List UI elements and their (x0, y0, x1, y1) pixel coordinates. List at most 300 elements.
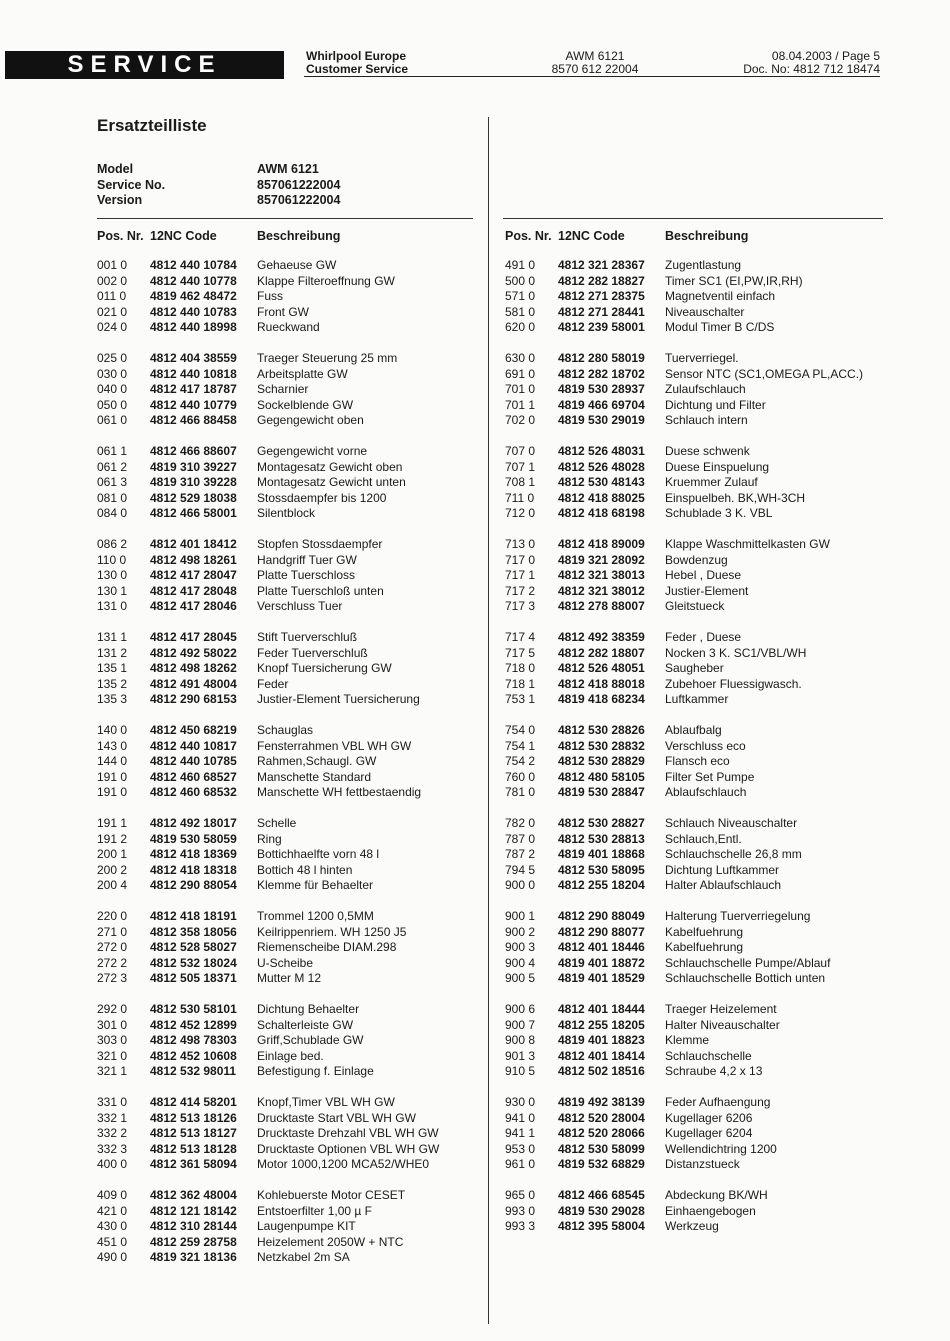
position-number: 900 6 (505, 1002, 536, 1016)
position-number: 050 0 (97, 397, 128, 412)
position-number: 691 0 (505, 366, 536, 381)
position-number: 430 0 (97, 1219, 128, 1233)
part-description: Platte Tuerschloss (257, 568, 356, 582)
table-row (505, 491, 863, 507)
table-row (97, 475, 439, 491)
position-number: 941 0 (505, 1110, 536, 1125)
table-row (97, 1095, 439, 1111)
part-code: 4812 440 10783 (150, 304, 237, 319)
part-description: Stopfen Stossdaempfer (257, 537, 383, 551)
table-row (505, 382, 863, 398)
part-code: 4812 528 58027 (150, 940, 237, 954)
model-info (97, 162, 340, 209)
position-number: 200 1 (97, 847, 128, 861)
part-description: Schlauchschelle Bottich unten (665, 971, 826, 985)
table-row (505, 413, 863, 429)
table-row (97, 289, 439, 305)
table-row (505, 274, 863, 290)
table-row (97, 863, 439, 879)
part-description: Gleitstueck (665, 599, 725, 613)
position-number: 061 2 (97, 459, 128, 474)
model-label: Model (97, 162, 134, 176)
part-code: 4812 290 88054 (150, 878, 237, 892)
part-description: Scharnier (257, 382, 309, 396)
part-code: 4812 418 18191 (150, 909, 237, 923)
part-code: 4812 121 18142 (150, 1203, 237, 1218)
position-number: 781 0 (505, 785, 536, 799)
table-row (505, 1142, 863, 1158)
part-code: 4812 480 58105 (558, 769, 645, 784)
part-description: Schlauch intern (665, 413, 748, 427)
part-code: 4812 513 18128 (150, 1141, 237, 1156)
part-code: 4819 401 18872 (558, 955, 645, 970)
position-number: 303 0 (97, 1033, 128, 1047)
table-row (505, 847, 863, 863)
position-number: 754 2 (505, 754, 536, 768)
table-row (505, 1219, 863, 1235)
table-row (505, 537, 863, 553)
part-description: Drucktaste Optionen VBL WH GW (257, 1141, 440, 1156)
part-description: Motor 1000,1200 MCA52/WHE0 (257, 1157, 430, 1171)
position-number: 717 5 (505, 645, 536, 660)
position-number: 900 5 (505, 971, 536, 985)
position-number: 061 0 (97, 413, 128, 427)
table-row (505, 925, 863, 941)
position-number: 787 2 (505, 847, 536, 861)
parts-group (505, 351, 863, 429)
position-number: 491 0 (505, 258, 536, 272)
position-number: 331 0 (97, 1095, 128, 1109)
part-description: U-Scheibe (257, 955, 314, 970)
part-code: 4812 280 58019 (558, 351, 645, 365)
company-block (306, 50, 408, 76)
part-code: 4812 290 88049 (558, 909, 645, 923)
header-service-no: 8570 612 22004 (551, 62, 639, 76)
table-row (97, 568, 439, 584)
part-description: Kruemmer Zulauf (665, 475, 758, 489)
part-code: 4812 401 18414 (558, 1048, 645, 1063)
table-row (97, 1064, 439, 1080)
table-row (97, 677, 439, 693)
parts-list-left (97, 258, 439, 1281)
service-no-value: 857061222004 (257, 177, 341, 192)
position-number: 135 1 (97, 661, 128, 675)
part-code: 4812 417 28045 (150, 630, 237, 644)
part-code: 4812 520 28004 (558, 1110, 645, 1125)
part-description: Kugellager 6206 (665, 1110, 753, 1125)
table-row (505, 1064, 863, 1080)
table-row (97, 460, 439, 476)
table-row (505, 1049, 863, 1065)
part-code: 4812 466 88607 (150, 444, 237, 458)
part-code: 4812 466 68545 (558, 1188, 645, 1202)
part-description: Platte Tuerschloß unten (257, 583, 384, 598)
table-row (97, 320, 439, 336)
part-description: Traeger Steuerung 25 mm (257, 351, 398, 365)
position-number: 754 0 (505, 723, 536, 737)
part-code: 4812 529 18038 (150, 490, 237, 505)
table-row (505, 444, 863, 460)
position-number: 965 0 (505, 1188, 536, 1202)
part-code: 4819 310 39228 (150, 475, 237, 489)
table-row (97, 971, 439, 987)
part-code: 4812 404 38559 (150, 351, 237, 365)
part-description: Bottichhaelfte vorn 48 l (257, 847, 380, 861)
part-code: 4812 282 18827 (558, 273, 645, 288)
part-description: Riemenscheibe DIAM.298 (257, 940, 397, 954)
part-code: 4812 452 10608 (150, 1048, 237, 1063)
part-description: Kohlebuerste Motor CESET (257, 1188, 406, 1202)
table-row (505, 475, 863, 491)
table-row (505, 258, 863, 274)
table-row (97, 506, 439, 522)
position-number: 191 0 (97, 769, 128, 784)
parts-group (505, 630, 863, 708)
desc-header: Beschreibung (665, 229, 749, 243)
parts-group (97, 816, 439, 894)
part-description: Zulaufschlauch (665, 382, 746, 396)
table-row (97, 382, 439, 398)
table-row (97, 1204, 439, 1220)
part-code: 4812 418 68198 (558, 506, 645, 520)
table-row (97, 940, 439, 956)
page-title: Ersatzteilliste (97, 116, 207, 135)
table-row (97, 1219, 439, 1235)
position-number: 451 0 (97, 1234, 128, 1249)
part-description: Traeger Heizelement (665, 1002, 777, 1016)
position-number: 021 0 (97, 304, 128, 319)
part-description: Knopf Tuersicherung GW (257, 661, 392, 675)
part-description: Werkzeug (665, 1219, 719, 1233)
parts-group (505, 723, 863, 801)
part-description: Rahmen,Schaugl. GW (257, 754, 377, 768)
model-value: AWM 6121 (257, 162, 319, 176)
part-description: Schublade 3 K. VBL (665, 506, 773, 520)
part-code: 4812 282 18702 (558, 366, 645, 381)
part-description: Gehaeuse GW (257, 258, 337, 272)
table-row (97, 723, 439, 739)
part-code: 4812 417 28048 (150, 583, 237, 598)
position-number: 191 1 (97, 816, 128, 830)
table-row (505, 1111, 863, 1127)
table-row (505, 723, 863, 739)
part-description: Stift Tuerverschluß (257, 630, 358, 644)
service-no-row (97, 178, 340, 194)
position-number: 321 0 (97, 1048, 128, 1063)
position-number: 143 0 (97, 738, 128, 753)
table-row (505, 351, 863, 367)
table-row (97, 491, 439, 507)
part-description: Drucktaste Start VBL WH GW (257, 1110, 416, 1125)
table-row (97, 398, 439, 414)
position-number: 131 2 (97, 645, 128, 660)
position-number: 084 0 (97, 506, 128, 520)
parts-group (505, 816, 863, 894)
pos-header: Pos. Nr. (505, 229, 552, 243)
table-row (97, 630, 439, 646)
table-row (97, 878, 439, 894)
table-row (505, 1126, 863, 1142)
part-description: Laugenpumpe KIT (257, 1219, 356, 1233)
version-row (97, 193, 340, 209)
table-row (505, 1157, 863, 1173)
part-code: 4819 530 58059 (150, 831, 237, 846)
part-description: Stossdaempfer bis 1200 (257, 490, 387, 505)
part-code: 4812 526 48031 (558, 444, 645, 458)
part-code: 4812 498 78303 (150, 1033, 237, 1047)
position-number: 900 8 (505, 1033, 536, 1047)
part-description: Feder , Duese (665, 630, 742, 644)
table-row (97, 754, 439, 770)
part-code: 4812 417 18787 (150, 382, 237, 396)
right-table-rule (503, 218, 883, 219)
table-row (505, 398, 863, 414)
table-row (97, 1235, 439, 1251)
table-row (97, 1033, 439, 1049)
position-number: 707 0 (505, 444, 536, 458)
table-row (97, 661, 439, 677)
table-row (505, 506, 863, 522)
part-code: 4812 452 12899 (150, 1017, 237, 1032)
part-code: 4812 401 18444 (558, 1002, 645, 1016)
position-number: 191 0 (97, 785, 128, 799)
parts-group (97, 909, 439, 987)
table-row (505, 460, 863, 476)
part-code: 4812 362 48004 (150, 1188, 237, 1202)
position-number: 900 4 (505, 955, 536, 970)
table-row (97, 1126, 439, 1142)
table-row (505, 754, 863, 770)
part-code: 4812 395 58004 (558, 1219, 645, 1233)
part-code: 4812 255 18205 (558, 1017, 645, 1032)
part-description: Hebel , Duese (665, 568, 742, 582)
part-code: 4819 530 28937 (558, 382, 645, 396)
position-number: 135 3 (97, 692, 128, 706)
position-number: 271 0 (97, 924, 128, 939)
table-row (505, 971, 863, 987)
table-row (97, 274, 439, 290)
part-description: Schalterleiste GW (257, 1017, 354, 1032)
position-number: 131 0 (97, 599, 128, 613)
table-row (97, 785, 439, 801)
part-code: 4812 460 68527 (150, 769, 237, 784)
part-description: Ring (257, 831, 282, 846)
position-number: 901 3 (505, 1048, 536, 1063)
position-number: 332 2 (97, 1126, 128, 1140)
part-code: 4812 259 28758 (150, 1234, 237, 1249)
part-code: 4812 520 28066 (558, 1126, 645, 1140)
position-number: 620 0 (505, 320, 536, 334)
position-number: 900 7 (505, 1017, 536, 1032)
table-row (505, 770, 863, 786)
table-row (505, 1018, 863, 1034)
part-description: Schlauch Niveauschalter (665, 816, 798, 830)
part-code: 4812 418 89009 (558, 537, 645, 551)
part-description: Kabelfuehrung (665, 924, 744, 939)
position-number: 900 0 (505, 878, 536, 892)
parts-group (505, 258, 863, 336)
part-code: 4812 361 58094 (150, 1157, 237, 1171)
table-row (505, 1095, 863, 1111)
parts-group (505, 1188, 863, 1235)
part-code: 4812 271 28441 (558, 304, 645, 319)
part-code: 4819 462 48472 (150, 289, 237, 303)
position-number: 332 1 (97, 1110, 128, 1125)
part-code: 4812 440 10817 (150, 738, 237, 753)
part-code: 4812 321 28367 (558, 258, 645, 272)
part-description: Klappe Filteroeffnung GW (257, 273, 395, 288)
part-code: 4812 502 18516 (558, 1064, 645, 1078)
table-row (505, 320, 863, 336)
position-number: 754 1 (505, 738, 536, 753)
position-number: 409 0 (97, 1188, 128, 1202)
part-code: 4812 321 38012 (558, 583, 645, 598)
part-description: Griff,Schublade GW (257, 1033, 364, 1047)
part-description: Ablaufbalg (665, 723, 722, 737)
table-row (505, 305, 863, 321)
part-description: Einhaengebogen (665, 1203, 756, 1218)
desc-header: Beschreibung (257, 229, 341, 243)
part-code: 4812 530 28832 (558, 738, 645, 753)
parts-group (97, 537, 439, 615)
table-row (505, 367, 863, 383)
table-row (97, 646, 439, 662)
part-description: Justier-Element Tuersicherung (257, 692, 420, 706)
table-row (505, 677, 863, 693)
company-name: Whirlpool Europe (306, 49, 406, 63)
part-code: 4819 418 68234 (558, 692, 645, 706)
part-description: Keilrippenriem. WH 1250 J5 (257, 924, 407, 939)
part-code: 4812 440 10785 (150, 754, 237, 768)
position-number: 707 1 (505, 459, 536, 474)
position-number: 332 3 (97, 1141, 128, 1156)
part-code: 4812 440 10784 (150, 258, 237, 272)
table-row (505, 956, 863, 972)
table-row (97, 584, 439, 600)
position-number: 024 0 (97, 320, 128, 334)
part-description: Modul Timer B C/DS (665, 320, 775, 334)
part-description: Schlauchschelle (665, 1048, 752, 1063)
position-number: 086 2 (97, 537, 128, 551)
table-row (505, 878, 863, 894)
part-description: Verschluss Tuer (257, 599, 343, 613)
table-row (97, 305, 439, 321)
position-number: 713 0 (505, 537, 536, 551)
part-description: Schlauch,Entl. (665, 831, 742, 846)
left-column-header (97, 229, 340, 243)
table-row (505, 661, 863, 677)
part-code: 4812 440 18998 (150, 320, 237, 334)
part-description: Luftkammer (665, 692, 729, 706)
part-code: 4812 513 18127 (150, 1126, 237, 1140)
position-number: 701 0 (505, 382, 536, 396)
table-row (505, 739, 863, 755)
part-code: 4812 440 10779 (150, 397, 237, 412)
part-code: 4812 492 58022 (150, 645, 237, 660)
parts-group (505, 444, 863, 522)
position-number: 794 5 (505, 862, 536, 877)
position-number: 718 1 (505, 676, 536, 691)
parts-group (97, 1188, 439, 1266)
part-description: Schraube 4,2 x 13 (665, 1064, 763, 1078)
part-code: 4819 530 29028 (558, 1203, 645, 1218)
part-code: 4812 440 10778 (150, 273, 237, 288)
position-number: 272 2 (97, 955, 128, 970)
table-row (97, 258, 439, 274)
position-number: 718 0 (505, 661, 536, 675)
table-row (505, 1033, 863, 1049)
table-row (97, 832, 439, 848)
part-description: Drucktaste Drehzahl VBL WH GW (257, 1126, 439, 1140)
part-code: 4812 417 28047 (150, 568, 237, 582)
part-description: Tuerverriegel. (665, 351, 739, 365)
header-model-block (540, 50, 650, 76)
part-code: 4812 498 18261 (150, 552, 237, 567)
part-code: 4812 526 48051 (558, 661, 645, 675)
part-code: 4812 401 18446 (558, 940, 645, 954)
part-code: 4819 401 18823 (558, 1033, 645, 1047)
position-number: 701 1 (505, 397, 536, 412)
position-number: 040 0 (97, 382, 128, 396)
part-code: 4819 492 38139 (558, 1095, 645, 1109)
part-description: Schauglas (257, 723, 314, 737)
part-description: Zubehoer Fluessigwasch. (665, 676, 802, 691)
part-code: 4812 290 88077 (558, 924, 645, 939)
parts-group (505, 1095, 863, 1173)
table-row (505, 940, 863, 956)
position-number: 130 1 (97, 583, 128, 598)
part-code: 4812 310 28144 (150, 1219, 237, 1233)
left-table-rule (97, 218, 473, 219)
model-row (97, 162, 340, 178)
part-description: Magnetventil einfach (665, 289, 776, 303)
parts-list-right (505, 258, 863, 1250)
part-description: Heizelement 2050W + NTC (257, 1234, 404, 1249)
position-number: 581 0 (505, 304, 536, 319)
part-description: Feder Aufhaengung (665, 1095, 771, 1109)
part-code: 4812 532 18024 (150, 955, 237, 970)
part-code: 4812 530 28826 (558, 723, 645, 737)
table-row (505, 909, 863, 925)
part-description: Halterung Tuerverriegelung (665, 909, 811, 923)
part-description: Sockelblende GW (257, 397, 354, 412)
position-number: 400 0 (97, 1157, 128, 1171)
service-no-label: Service No. (97, 177, 166, 192)
part-description: Zugentlastung (665, 258, 742, 272)
position-number: 753 1 (505, 692, 536, 706)
part-description: Silentblock (257, 506, 316, 520)
table-row (97, 1142, 439, 1158)
part-code: 4812 491 48004 (150, 676, 237, 691)
position-number: 961 0 (505, 1157, 536, 1171)
table-row (505, 863, 863, 879)
part-description: Flansch eco (665, 754, 730, 768)
part-code: 4812 271 28375 (558, 289, 645, 303)
part-description: Netzkabel 2m SA (257, 1250, 350, 1264)
position-number: 717 4 (505, 630, 536, 644)
table-row (505, 692, 863, 708)
position-number: 025 0 (97, 351, 128, 365)
position-number: 787 0 (505, 831, 536, 846)
table-row (505, 1204, 863, 1220)
table-row (97, 1188, 439, 1204)
part-description: Abdeckung BK/WH (665, 1188, 768, 1202)
part-description: Schlauchschelle 26,8 mm (665, 847, 802, 861)
parts-group (97, 1002, 439, 1080)
part-code: 4812 401 18412 (150, 537, 237, 551)
part-code: 4812 460 68532 (150, 785, 237, 799)
table-row (505, 1002, 863, 1018)
